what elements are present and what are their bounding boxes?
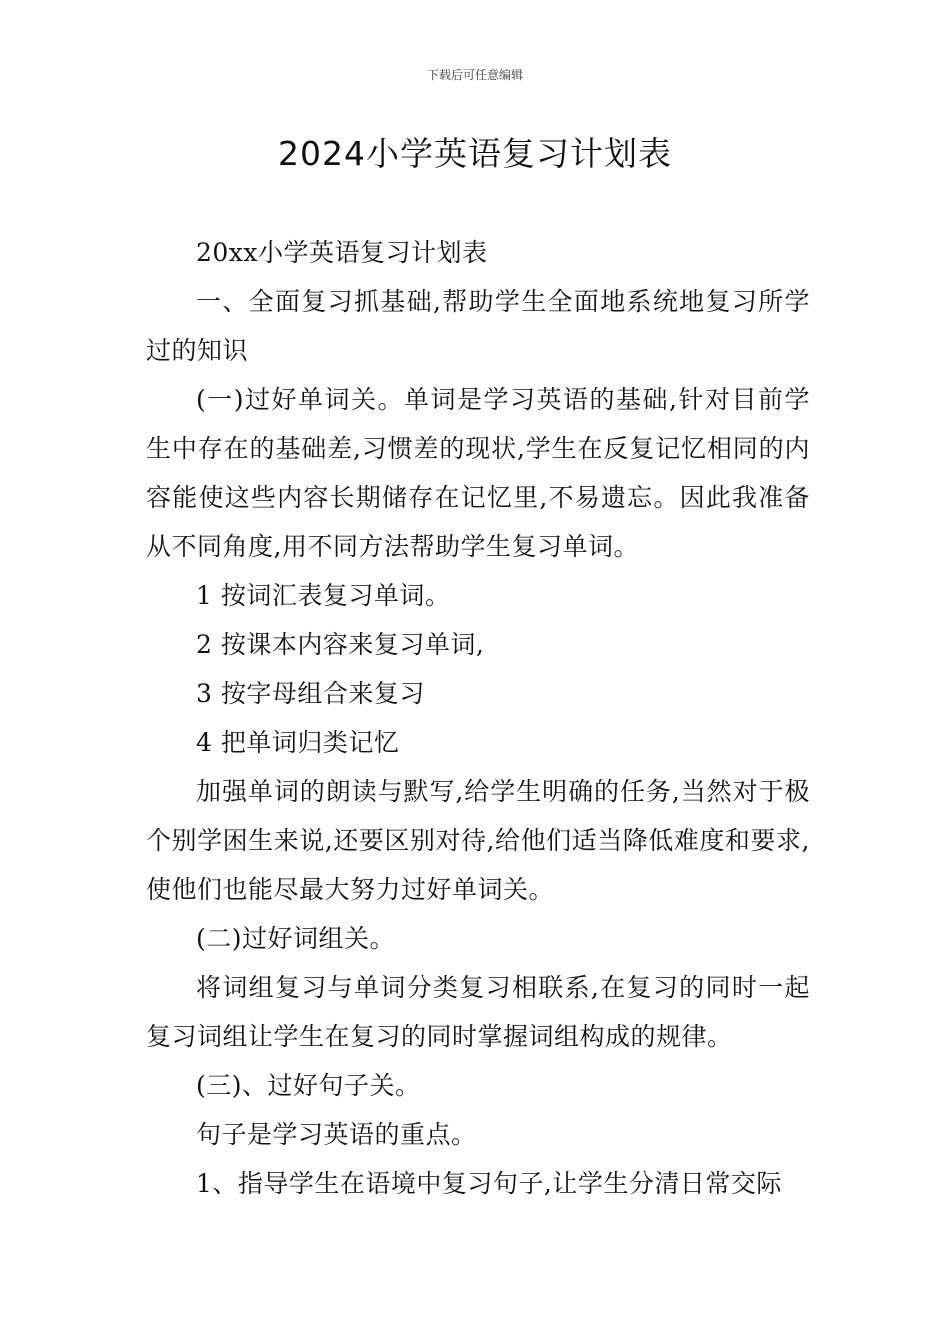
document-body [146,228,810,1208]
list-item-4: 4 把单词归类记忆 [196,728,400,757]
document-title: 2024小学英语复习计划表 [278,134,672,173]
paragraph-sentences-item-1: 1、指导学生在语境中复习句子,让学生分清日常交际 [196,1169,782,1198]
paragraph-sentences-body: 句子是学习英语的重点。 [196,1120,477,1149]
paragraph-phrases-heading: (二)过好词组关。 [196,924,396,953]
list-item-1: 1 按词汇表复习单词。 [196,581,451,610]
paragraph-subtitle: 20xx小学英语复习计划表 [196,238,488,267]
paragraph-section-one: 一、全面复习抓基础,帮助学生全面地系统地复习所学过的知识 [146,287,810,365]
paragraph-words-intro: (一)过好单词关。单词是学习英语的基础,针对目前学生中存在的基础差,习惯差的现状,学生在反复记忆相同的内容能使这些内容长期储存在记忆里,不易遗忘。因此我准备从不同角度,用不同方法帮助学生复习单词。 [146,385,810,561]
header-note: 下载后可任意编辑 [426,68,523,82]
paragraph-phrases-body: 将词组复习与单词分类复习相联系,在复习的同时一起复习词组让学生在复习的同时掌握词组构成的规律。 [146,973,810,1051]
paragraph-reading-dictation: 加强单词的朗读与默写,给学生明确的任务,当然对于极个别学困生来说,还要区别对待,给他们适当降低难度和要求,使他们也能尽最大努力过好单词关。 [146,777,810,904]
list-item-2: 2 按课本内容来复习单词, [196,630,485,659]
paragraph-sentences-heading: (三)、过好句子关。 [196,1071,421,1100]
list-item-3: 3 按字母组合来复习 [196,679,425,708]
